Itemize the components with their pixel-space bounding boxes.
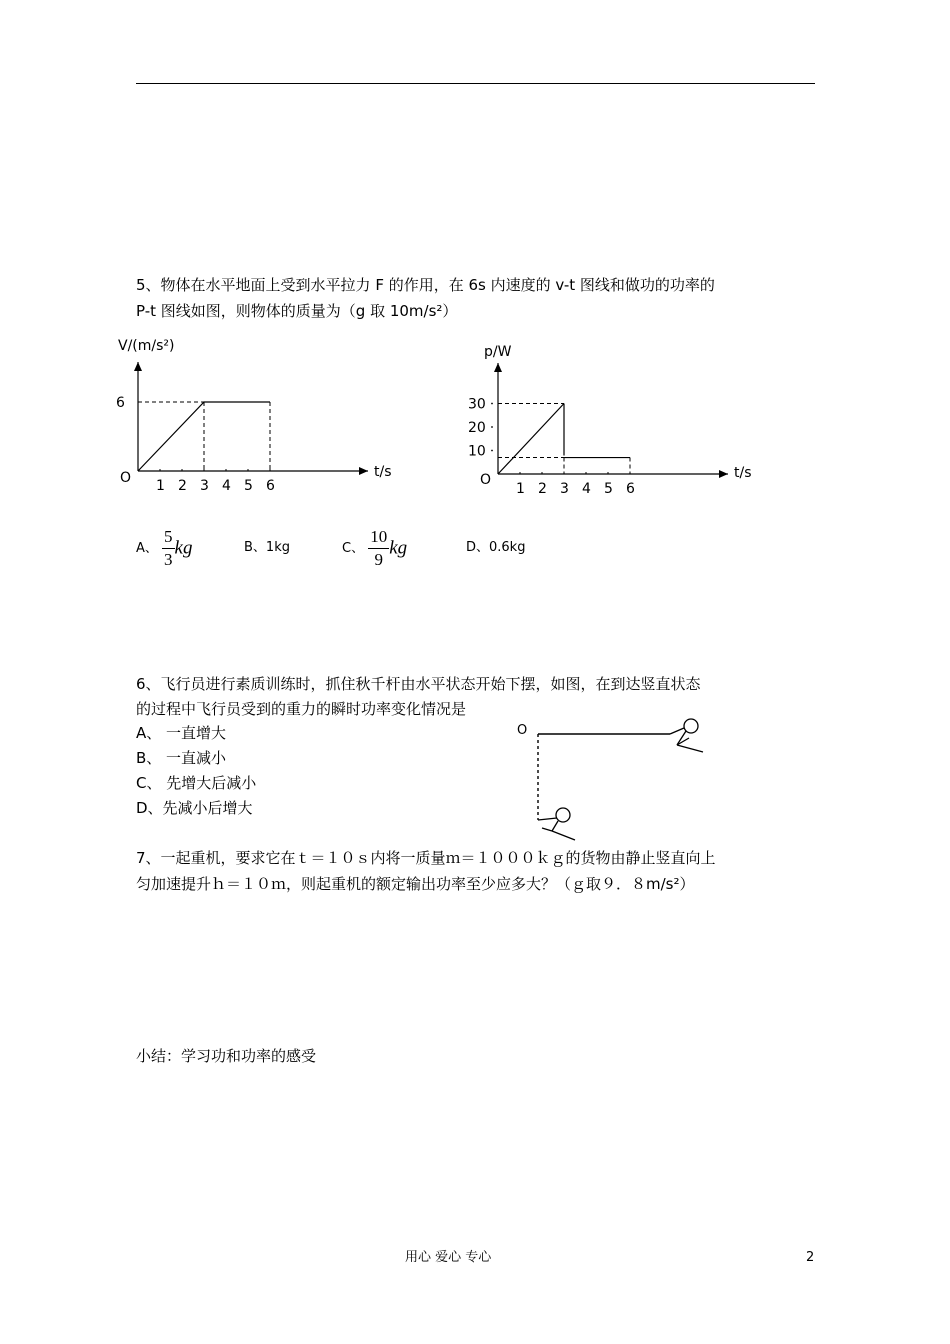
pt-y-tick-label: 30 <box>468 396 486 413</box>
pt-y-tick-dot <box>491 426 493 428</box>
vertical-figure-arm <box>538 818 557 820</box>
q5-option-a-fraction <box>162 526 175 571</box>
vt-axes <box>134 362 368 475</box>
pt-axes <box>494 363 728 478</box>
horizontal-figure-arm <box>670 728 684 734</box>
pt-x-tick-label: 1 <box>516 481 525 497</box>
swing-diagram <box>505 712 720 847</box>
q5-option-a <box>136 526 192 570</box>
pt-x-tick-label: 5 <box>604 481 613 497</box>
vt-x-tick-label: 1 <box>156 478 165 494</box>
vt-x-tick-label: 2 <box>178 478 187 494</box>
pt-x-tick-label: 3 <box>560 481 569 497</box>
pt-ticks <box>468 397 635 498</box>
q5-option-a-numerator: 5 <box>162 526 175 549</box>
pt-xlabel: t/s <box>734 465 752 481</box>
horizontal-figure-leg <box>677 745 703 752</box>
q5-option-c-label: C、 <box>342 541 365 556</box>
pt-x-tick-label: 4 <box>582 481 591 497</box>
q5-option-a-unit: kg <box>174 537 193 559</box>
vt-x-tick-label: 5 <box>244 478 253 494</box>
q5-line2: P-t 图线如图，则物体的质量为（g 取 10m/s²） <box>136 302 458 320</box>
pt-x-arrow <box>719 470 728 478</box>
vt-ticks <box>116 395 275 494</box>
vertical-figure-head <box>556 808 570 822</box>
pt-origin: O <box>480 472 492 488</box>
q7-line2: 匀加速提升ｈ＝１０ｍ，则起重机的额定输出功率至少应多大？（ｇ取９．８m/s²） <box>136 875 695 893</box>
q5-option-c-fraction <box>368 526 389 571</box>
vt-plot <box>138 402 270 471</box>
horizontal-figure-head <box>684 719 698 733</box>
q5-option-a-label: A、 <box>136 541 158 556</box>
pt-y-tick-dot <box>491 450 493 452</box>
vt-ylabel: V/(m/s²) <box>118 338 175 354</box>
q5-option-c-unit: kg <box>389 537 408 559</box>
vt-x-tick-label: 4 <box>222 478 231 494</box>
footer-motto: 用心 爱心 专心 <box>405 1250 492 1265</box>
q7-line1: 7、一起重机，要求它在ｔ＝１０ｓ内将一质量ｍ＝１０００ｋｇ的货物由静止竖直向上 <box>136 849 716 867</box>
pt-series-rise <box>498 404 564 475</box>
q6-option-c: C、 先增大后减小 <box>136 774 257 792</box>
vt-chart <box>110 330 410 500</box>
pt-plot <box>498 404 630 475</box>
vt-y-arrow <box>134 362 142 371</box>
q6-option-d: D、先减小后增大 <box>136 799 253 817</box>
vt-x-arrow <box>359 467 368 475</box>
pt-y-tick-label: 20 <box>468 420 486 436</box>
page-number: 2 <box>806 1250 815 1265</box>
pt-chart <box>460 338 760 508</box>
pt-ylabel: p/W <box>484 344 512 360</box>
q6-option-a: A、 一直增大 <box>136 724 227 742</box>
pt-y-tick-label: 10 <box>468 443 486 460</box>
pt-x-tick-label: 6 <box>626 481 635 497</box>
swing-pivot-label: O <box>517 723 528 738</box>
vt-x-tick-label: 6 <box>266 478 275 494</box>
q5-option-b: B、1kg <box>244 540 290 555</box>
q6-line2: 的过程中飞行员受到的重力的瞬时功率变化情况是 <box>136 700 467 718</box>
vt-xlabel: t/s <box>374 464 392 480</box>
vertical-figure-body <box>552 821 558 831</box>
q5-option-c <box>342 526 407 570</box>
q5-line1: 5、物体在水平地面上受到水平拉力 F 的作用，在 6s 内速度的 v-t 图线和做功的功率的 <box>136 276 715 294</box>
q5-option-c-numerator: 10 <box>368 526 389 549</box>
vt-y-tick-label: 6 <box>116 395 125 411</box>
q5-option-d: D、0.6kg <box>466 540 526 555</box>
pt-y-tick-dot <box>491 403 493 405</box>
header-rule <box>136 83 815 84</box>
pt-x-tick-label: 2 <box>538 481 547 497</box>
q5-option-a-denominator: 3 <box>164 550 173 569</box>
q6-line1: 6、飞行员进行素质训练时，抓住秋千杆由水平状态开始下摆，如图，在到达竖直状态 <box>136 675 701 693</box>
pt-y-arrow <box>494 363 502 372</box>
q5-option-c-denominator: 9 <box>374 550 383 569</box>
vertical-figure-leg <box>552 831 575 840</box>
summary: 小结：学习功和功率的感受 <box>136 1047 317 1065</box>
q6-option-b: B、 一直减小 <box>136 749 227 767</box>
vertical-figure-leg2 <box>542 828 552 831</box>
vt-origin: O <box>120 470 132 486</box>
vt-x-tick-label: 3 <box>200 478 209 494</box>
